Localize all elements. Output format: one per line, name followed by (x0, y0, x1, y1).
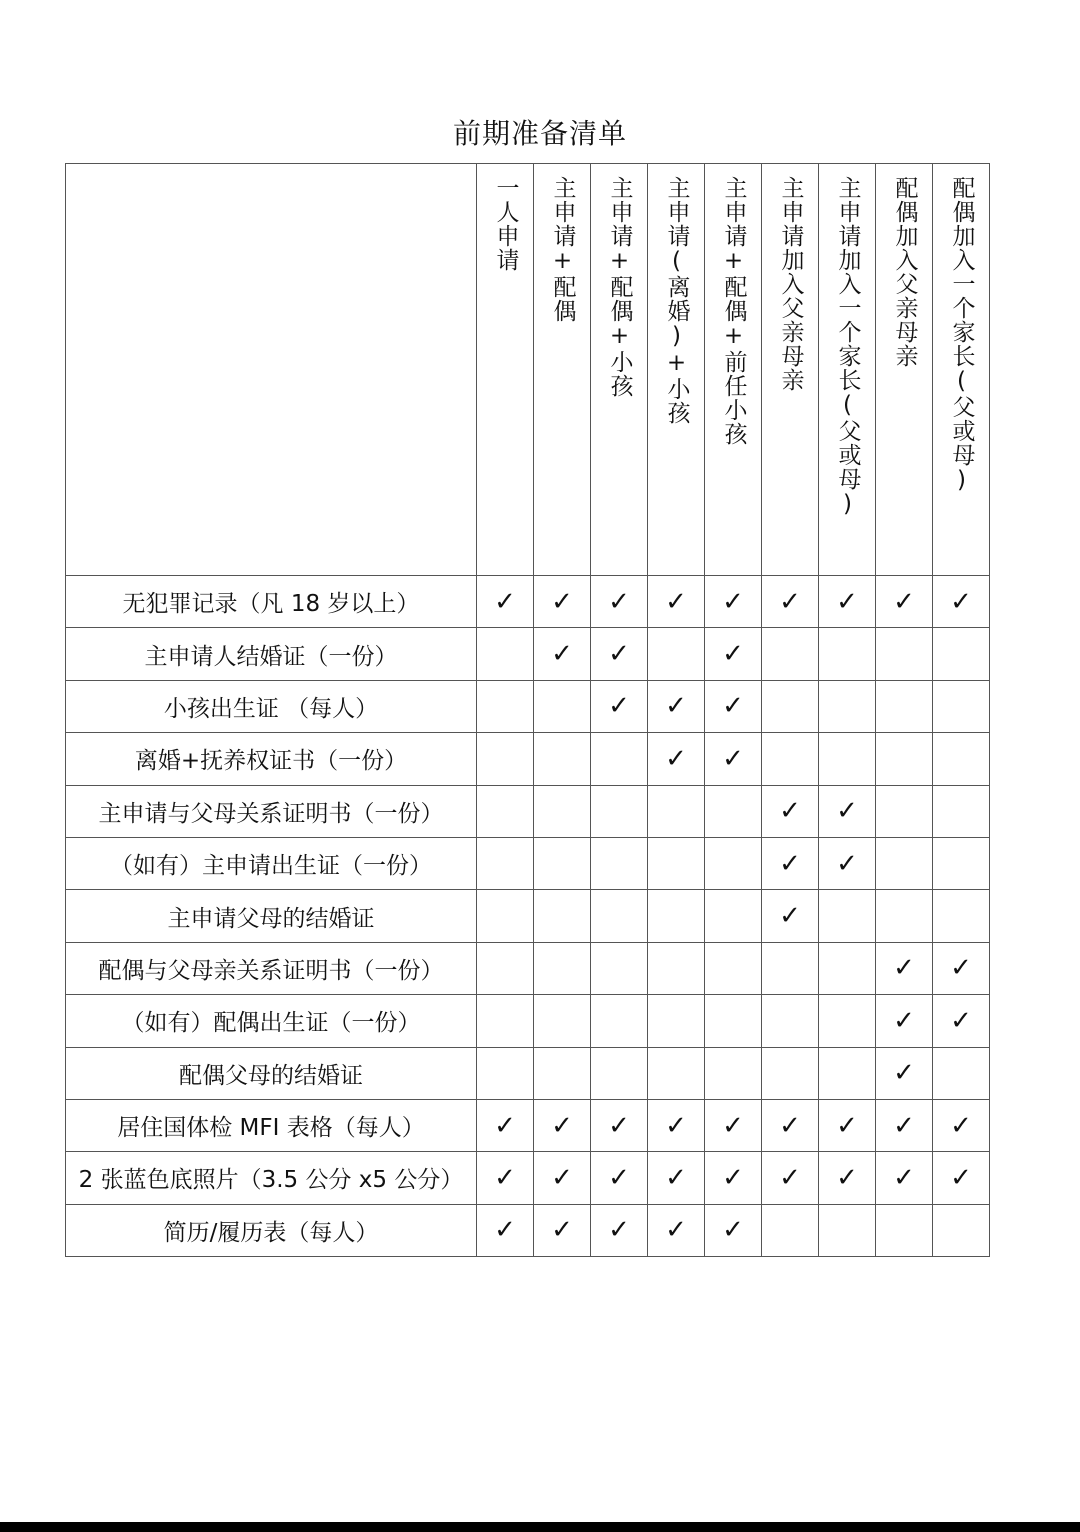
row-label: 2 张蓝色底照片（3.5 公分 x5 公分） (66, 1152, 477, 1204)
row-label: （如有）主申请出生证（一份） (66, 837, 477, 889)
check-mark-icon: ✓ (705, 733, 762, 785)
column-header-label: 主申请+配偶+前任小孩 (720, 176, 747, 446)
check-mark-icon: ✓ (648, 680, 705, 732)
empty-cell (819, 890, 876, 942)
empty-cell (762, 1047, 819, 1099)
empty-cell (933, 785, 990, 837)
empty-cell (648, 942, 705, 994)
check-mark-icon: ✓ (591, 1099, 648, 1151)
check-mark-icon: ✓ (648, 1099, 705, 1151)
empty-cell (876, 733, 933, 785)
empty-cell (534, 995, 591, 1047)
table-row (66, 890, 990, 942)
check-mark-icon: ✓ (705, 680, 762, 732)
table-row (66, 576, 990, 628)
empty-cell (933, 890, 990, 942)
empty-cell (591, 995, 648, 1047)
empty-cell (705, 890, 762, 942)
check-mark-icon: ✓ (534, 1099, 591, 1151)
check-mark-icon: ✓ (534, 1152, 591, 1204)
row-label: 小孩出生证 （每人） (66, 680, 477, 732)
empty-cell (762, 995, 819, 1047)
check-mark-icon: ✓ (933, 942, 990, 994)
empty-cell (534, 733, 591, 785)
header-corner-cell (66, 164, 477, 576)
table-row (66, 1099, 990, 1151)
check-mark-icon: ✓ (477, 1204, 534, 1256)
empty-cell (477, 837, 534, 889)
checklist-table (65, 163, 990, 1257)
row-label: 配偶父母的结婚证 (66, 1047, 477, 1099)
empty-cell (534, 1047, 591, 1099)
empty-cell (477, 995, 534, 1047)
check-mark-icon: ✓ (819, 837, 876, 889)
column-header (762, 164, 819, 576)
empty-cell (477, 1047, 534, 1099)
empty-cell (876, 1204, 933, 1256)
check-mark-icon: ✓ (534, 1204, 591, 1256)
check-mark-icon: ✓ (933, 1152, 990, 1204)
empty-cell (762, 628, 819, 680)
column-header (876, 164, 933, 576)
empty-cell (876, 890, 933, 942)
check-mark-icon: ✓ (648, 1204, 705, 1256)
empty-cell (819, 1047, 876, 1099)
check-mark-icon: ✓ (762, 576, 819, 628)
row-label: 简历/履历表（每人） (66, 1204, 477, 1256)
check-mark-icon: ✓ (648, 576, 705, 628)
check-mark-icon: ✓ (705, 1204, 762, 1256)
page-title: 前期准备清单 (452, 117, 627, 150)
row-label: 主申请与父母关系证明书（一份） (66, 785, 477, 837)
check-mark-icon: ✓ (534, 576, 591, 628)
bottom-edge-bar (0, 1522, 1080, 1532)
column-header-label: 主申请(离婚)+小孩 (663, 176, 690, 425)
check-mark-icon: ✓ (819, 1099, 876, 1151)
empty-cell (591, 1047, 648, 1099)
check-mark-icon: ✓ (591, 1204, 648, 1256)
check-mark-icon: ✓ (762, 837, 819, 889)
column-header-label: 配偶加入父亲母亲 (891, 176, 918, 368)
empty-cell (477, 680, 534, 732)
empty-cell (591, 890, 648, 942)
empty-cell (477, 628, 534, 680)
check-mark-icon: ✓ (819, 576, 876, 628)
table-row (66, 995, 990, 1047)
empty-cell (648, 785, 705, 837)
empty-cell (648, 995, 705, 1047)
check-mark-icon: ✓ (876, 995, 933, 1047)
table-row (66, 942, 990, 994)
column-header-label: 主申请加入父亲母亲 (777, 176, 804, 392)
check-mark-icon: ✓ (876, 576, 933, 628)
column-header (933, 164, 990, 576)
column-header (705, 164, 762, 576)
check-mark-icon: ✓ (876, 1047, 933, 1099)
check-mark-icon: ✓ (876, 942, 933, 994)
column-header-label: 主申请+配偶 (549, 176, 576, 323)
empty-cell (819, 1204, 876, 1256)
column-header-label: 配偶加入一个家长(父或母) (948, 176, 975, 494)
empty-cell (591, 733, 648, 785)
empty-cell (705, 837, 762, 889)
empty-cell (933, 733, 990, 785)
check-mark-icon: ✓ (762, 890, 819, 942)
check-mark-icon: ✓ (648, 733, 705, 785)
table-row (66, 785, 990, 837)
empty-cell (648, 1047, 705, 1099)
table-row (66, 628, 990, 680)
empty-cell (933, 628, 990, 680)
empty-cell (477, 733, 534, 785)
row-label: （如有）配偶出生证（一份） (66, 995, 477, 1047)
column-header-label: 一人申请 (492, 176, 519, 272)
check-mark-icon: ✓ (477, 1099, 534, 1151)
column-header-label: 主申请+配偶+小孩 (606, 176, 633, 398)
check-mark-icon: ✓ (534, 628, 591, 680)
empty-cell (477, 942, 534, 994)
check-mark-icon: ✓ (819, 1152, 876, 1204)
check-mark-icon: ✓ (705, 1099, 762, 1151)
empty-cell (591, 785, 648, 837)
empty-cell (648, 890, 705, 942)
check-mark-icon: ✓ (591, 576, 648, 628)
column-header (819, 164, 876, 576)
table-row (66, 1047, 990, 1099)
empty-cell (876, 628, 933, 680)
row-label: 离婚+抚养权证书（一份） (66, 733, 477, 785)
check-mark-icon: ✓ (819, 785, 876, 837)
empty-cell (819, 942, 876, 994)
empty-cell (819, 733, 876, 785)
check-mark-icon: ✓ (876, 1152, 933, 1204)
empty-cell (876, 680, 933, 732)
column-header (534, 164, 591, 576)
row-label: 主申请父母的结婚证 (66, 890, 477, 942)
check-mark-icon: ✓ (762, 1099, 819, 1151)
row-label: 居住国体检 MFI 表格（每人） (66, 1099, 477, 1151)
column-header (591, 164, 648, 576)
empty-cell (933, 1204, 990, 1256)
empty-cell (876, 837, 933, 889)
check-mark-icon: ✓ (591, 1152, 648, 1204)
empty-cell (591, 942, 648, 994)
empty-cell (648, 837, 705, 889)
empty-cell (705, 942, 762, 994)
column-header (648, 164, 705, 576)
empty-cell (705, 995, 762, 1047)
table-row (66, 1152, 990, 1204)
empty-cell (534, 837, 591, 889)
check-mark-icon: ✓ (705, 576, 762, 628)
row-label: 配偶与父母亲关系证明书（一份） (66, 942, 477, 994)
check-mark-icon: ✓ (876, 1099, 933, 1151)
empty-cell (933, 837, 990, 889)
table-row (66, 837, 990, 889)
empty-cell (477, 890, 534, 942)
column-header-label: 主申请加入一个家长(父或母) (834, 176, 861, 518)
check-mark-icon: ✓ (762, 785, 819, 837)
empty-cell (762, 942, 819, 994)
check-mark-icon: ✓ (591, 680, 648, 732)
row-label: 无犯罪记录（凡 18 岁以上） (66, 576, 477, 628)
empty-cell (819, 995, 876, 1047)
check-mark-icon: ✓ (477, 1152, 534, 1204)
table-row (66, 680, 990, 732)
check-mark-icon: ✓ (705, 628, 762, 680)
empty-cell (534, 942, 591, 994)
table-row (66, 733, 990, 785)
empty-cell (933, 680, 990, 732)
empty-cell (762, 680, 819, 732)
empty-cell (819, 680, 876, 732)
empty-cell (933, 1047, 990, 1099)
empty-cell (648, 628, 705, 680)
check-mark-icon: ✓ (762, 1152, 819, 1204)
check-mark-icon: ✓ (933, 1099, 990, 1151)
column-header (477, 164, 534, 576)
empty-cell (534, 785, 591, 837)
checklist-body (66, 576, 990, 1257)
empty-cell (534, 680, 591, 732)
check-mark-icon: ✓ (591, 628, 648, 680)
header-row (66, 164, 990, 576)
empty-cell (705, 1047, 762, 1099)
check-mark-icon: ✓ (933, 995, 990, 1047)
empty-cell (591, 837, 648, 889)
empty-cell (819, 628, 876, 680)
row-label: 主申请人结婚证（一份） (66, 628, 477, 680)
empty-cell (705, 785, 762, 837)
empty-cell (762, 1204, 819, 1256)
empty-cell (477, 785, 534, 837)
table-row (66, 1204, 990, 1256)
empty-cell (534, 890, 591, 942)
empty-cell (876, 785, 933, 837)
check-mark-icon: ✓ (933, 576, 990, 628)
empty-cell (762, 733, 819, 785)
check-mark-icon: ✓ (705, 1152, 762, 1204)
check-mark-icon: ✓ (648, 1152, 705, 1204)
check-mark-icon: ✓ (477, 576, 534, 628)
